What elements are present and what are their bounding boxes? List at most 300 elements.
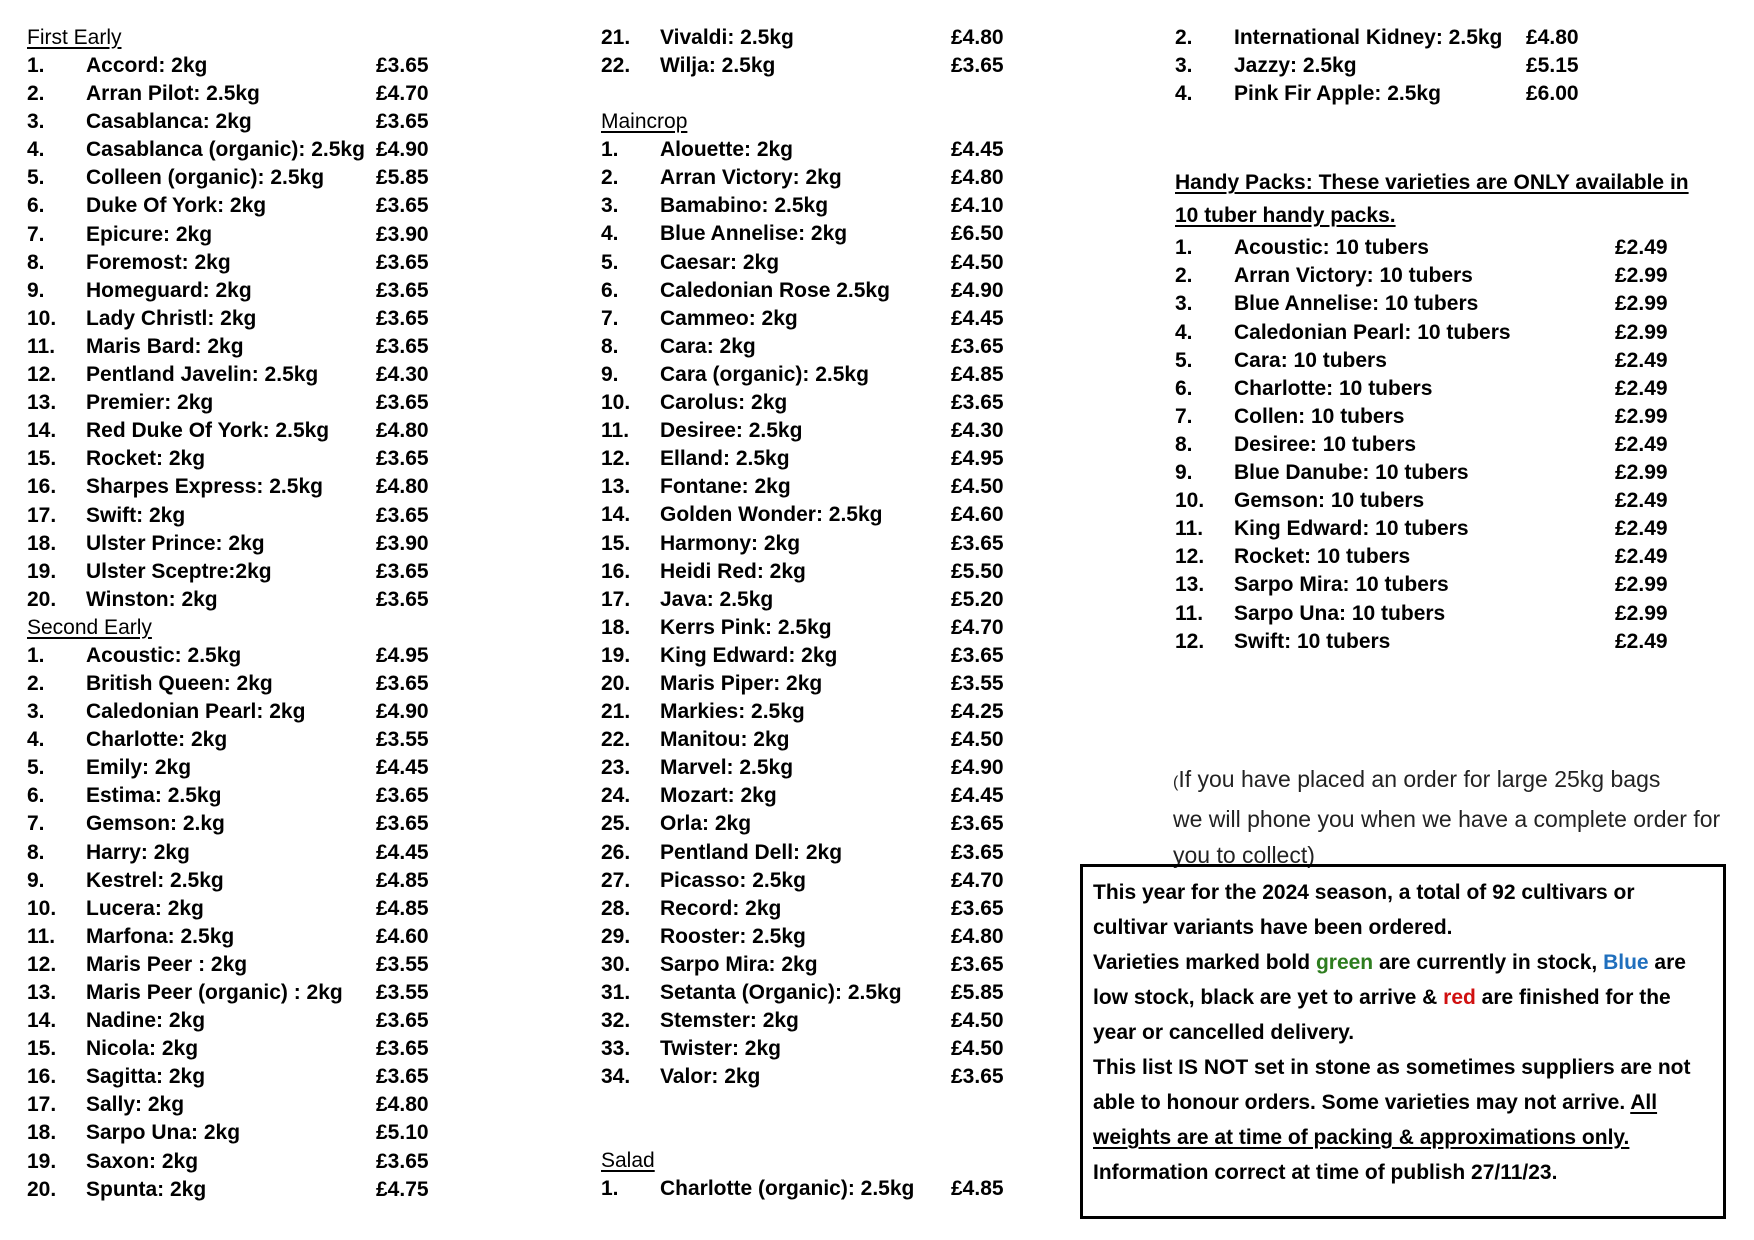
- item-name: Premier: 2kg: [86, 391, 214, 415]
- item-price: £3.65: [951, 334, 1004, 358]
- list-item: [27, 586, 467, 614]
- item-name: Maris Piper: 2kg: [660, 671, 823, 695]
- item-num: 14.: [27, 419, 57, 443]
- item-name: Kerrs Pink: 2.5kg: [660, 615, 832, 639]
- item-price: £2.99: [1615, 404, 1668, 428]
- item-num: 20.: [27, 1177, 57, 1201]
- item-name: Sharpes Express: 2.5kg: [86, 475, 323, 499]
- item-num: 15.: [27, 1037, 57, 1061]
- item-price: £4.80: [951, 166, 1004, 190]
- list-item: [601, 670, 1021, 698]
- list-item: [27, 1035, 467, 1063]
- item-num: 27.: [601, 868, 631, 892]
- info-publish-date: Information correct at time of publish 27/11/23.: [1093, 1161, 1558, 1184]
- item-num: 12.: [1175, 629, 1205, 653]
- list-item: [27, 867, 467, 895]
- item-price: £3.55: [376, 728, 429, 752]
- item-name: Harry: 2kg: [86, 840, 190, 864]
- item-price: £4.70: [951, 615, 1004, 639]
- item-price: £3.55: [951, 671, 1004, 695]
- item-num: 6.: [1175, 376, 1193, 400]
- item-name: Winston: 2kg: [86, 587, 218, 611]
- item-name: Caesar: 2kg: [660, 250, 780, 274]
- item-name: King Edward: 2kg: [660, 643, 838, 667]
- item-price: £4.80: [951, 924, 1004, 948]
- item-name: Caledonian Rose 2.5kg: [660, 278, 890, 302]
- list-item: [27, 895, 467, 923]
- item-price: £3.65: [376, 503, 429, 527]
- list-item: [27, 1148, 467, 1176]
- item-num: 12.: [27, 952, 57, 976]
- item-num: 4.: [1175, 82, 1193, 106]
- item-num: 12.: [601, 447, 631, 471]
- item-price: £3.65: [376, 812, 429, 836]
- second-early-list: [27, 642, 467, 1204]
- item-num: 33.: [601, 1037, 631, 1061]
- list-item: [27, 80, 467, 108]
- item-name: Emily: 2kg: [86, 756, 192, 780]
- list-item: [27, 1119, 467, 1147]
- list-item: [1175, 347, 1695, 375]
- item-price: £2.49: [1615, 489, 1668, 513]
- item-price: £4.50: [951, 1037, 1004, 1061]
- list-item: [27, 221, 467, 249]
- item-price: £3.65: [376, 447, 429, 471]
- list-item: [27, 389, 467, 417]
- item-num: 26.: [601, 840, 631, 864]
- item-name: Cara (organic): 2.5kg: [660, 362, 869, 386]
- item-price: £4.75: [376, 1177, 429, 1201]
- item-num: 2.: [27, 671, 45, 695]
- first-early-list: [27, 52, 467, 614]
- item-num: 19.: [601, 643, 631, 667]
- item-name: Pentland Javelin: 2.5kg: [86, 363, 319, 387]
- item-num: 22.: [601, 54, 631, 78]
- note-line-1: If you have placed an order for large 25kg bags: [1178, 766, 1661, 792]
- item-num: 3.: [1175, 54, 1193, 78]
- blue-label: Blue: [1603, 951, 1649, 974]
- list-item: [27, 1007, 467, 1035]
- list-item: [601, 867, 1021, 895]
- list-item: [601, 979, 1021, 1007]
- list-item: [601, 895, 1021, 923]
- item-num: 4.: [27, 138, 45, 162]
- list-item: [601, 782, 1021, 810]
- item-name: Arran Pilot: 2.5kg: [86, 82, 260, 106]
- salad-continued-list: [1175, 24, 1695, 108]
- list-item: [27, 192, 467, 220]
- item-name: Mozart: 2kg: [660, 784, 777, 808]
- list-item: [1175, 24, 1695, 52]
- item-name: Red Duke Of York: 2.5kg: [86, 419, 330, 443]
- column-2: [601, 24, 1021, 1203]
- item-price: £4.90: [951, 278, 1004, 302]
- item-name: Stemster: 2kg: [660, 1009, 799, 1033]
- list-item: [27, 417, 467, 445]
- item-price: £2.99: [1615, 320, 1668, 344]
- item-num: 15.: [27, 447, 57, 471]
- item-num: 10.: [601, 391, 631, 415]
- column-3: [1175, 24, 1695, 656]
- list-item: [27, 1063, 467, 1091]
- item-name: Kestrel: 2.5kg: [86, 868, 224, 892]
- list-item: [601, 361, 1021, 389]
- item-price: £3.65: [376, 1037, 429, 1061]
- item-num: 7.: [27, 812, 45, 836]
- salad-heading: Salad: [601, 1149, 655, 1173]
- item-name: Homeguard: 2kg: [86, 278, 252, 302]
- list-item: [601, 417, 1021, 445]
- item-name: Blue Danube: 10 tubers: [1234, 461, 1469, 485]
- item-num: 9.: [27, 868, 45, 892]
- item-num: 7.: [601, 306, 619, 330]
- list-item: [1175, 52, 1695, 80]
- item-num: 21.: [601, 26, 631, 49]
- list-item: [27, 249, 467, 277]
- item-price: £2.99: [1615, 573, 1668, 597]
- item-price: £4.30: [376, 363, 429, 387]
- item-name: Lady Christl: 2kg: [86, 306, 257, 330]
- item-price: £4.85: [376, 868, 429, 892]
- list-item: [601, 249, 1021, 277]
- list-item: [601, 389, 1021, 417]
- item-price: £2.99: [1615, 264, 1668, 288]
- item-name: Wilja: 2.5kg: [660, 54, 776, 78]
- item-num: 3.: [1175, 292, 1193, 316]
- item-num: 22.: [601, 728, 631, 752]
- item-name: Rocket: 10 tubers: [1234, 545, 1411, 569]
- item-name: Golden Wonder: 2.5kg: [660, 503, 883, 527]
- item-price: £2.49: [1615, 517, 1668, 541]
- item-price: £3.65: [951, 952, 1004, 976]
- item-num: 1.: [601, 1177, 619, 1201]
- list-item: [601, 726, 1021, 754]
- item-num: 12.: [27, 363, 57, 387]
- item-name: British Queen: 2kg: [86, 671, 273, 695]
- item-price: £4.90: [951, 756, 1004, 780]
- item-price: £2.99: [1615, 601, 1668, 625]
- item-num: 7.: [27, 222, 45, 246]
- item-name: Maris Bard: 2kg: [86, 334, 244, 358]
- list-item: [601, 586, 1021, 614]
- item-name: Charlotte: 2kg: [86, 728, 228, 752]
- list-item: [27, 670, 467, 698]
- item-price: £3.90: [376, 531, 429, 555]
- item-name: Alouette: 2kg: [660, 138, 794, 162]
- item-price: £5.85: [951, 981, 1004, 1004]
- list-item: [27, 333, 467, 361]
- item-price: £3.65: [376, 334, 429, 358]
- list-item: [27, 52, 467, 80]
- item-num: 6.: [601, 278, 619, 302]
- item-name: Acoustic: 10 tubers: [1234, 236, 1429, 260]
- list-item: [601, 473, 1021, 501]
- item-price: £3.65: [376, 306, 429, 330]
- item-name: Saxon: 2kg: [86, 1149, 199, 1173]
- item-num: 25.: [601, 812, 631, 836]
- item-name: Ulster Prince: 2kg: [86, 531, 265, 555]
- item-name: Manitou: 2kg: [660, 728, 790, 752]
- item-num: 10.: [27, 306, 57, 330]
- item-num: 18.: [601, 615, 631, 639]
- list-item: [27, 361, 467, 389]
- item-name: Sarpo Una: 10 tubers: [1234, 601, 1446, 625]
- list-item: [27, 558, 467, 586]
- item-name: Casablanca: 2kg: [86, 110, 252, 134]
- item-price: £4.95: [376, 643, 429, 667]
- green-label: green: [1315, 951, 1374, 974]
- item-num: 23.: [601, 756, 631, 780]
- item-num: 10.: [27, 896, 57, 920]
- item-name: Bamabino: 2.5kg: [660, 194, 829, 218]
- list-item: [601, 754, 1021, 782]
- list-item: [27, 277, 467, 305]
- item-num: 32.: [601, 1009, 631, 1033]
- item-name: Collen: 10 tubers: [1234, 404, 1405, 428]
- item-price: £4.50: [951, 475, 1004, 499]
- list-item: [601, 501, 1021, 529]
- item-num: 6.: [27, 194, 45, 218]
- item-name: Maris Peer (organic) : 2kg: [86, 981, 343, 1004]
- item-num: 9.: [1175, 461, 1193, 485]
- list-item: [27, 502, 467, 530]
- item-price: £3.65: [376, 671, 429, 695]
- item-price: £2.99: [1615, 292, 1668, 316]
- item-name: Desiree: 2.5kg: [660, 419, 803, 443]
- item-name: Charlotte: 10 tubers: [1234, 376, 1433, 400]
- note-line-2: we will phone you when we have a complete order for: [1173, 806, 1721, 832]
- item-price: £3.65: [951, 391, 1004, 415]
- item-name: Caledonian Pearl: 10 tubers: [1234, 320, 1511, 344]
- item-price: £3.65: [951, 896, 1004, 920]
- item-price: £2.49: [1615, 629, 1668, 653]
- list-item: [27, 810, 467, 838]
- item-num: 11.: [27, 334, 56, 358]
- item-price: £3.55: [376, 952, 429, 976]
- list-item: [1175, 375, 1695, 403]
- item-price: £4.85: [951, 1177, 1004, 1201]
- item-name: Jazzy: 2.5kg: [1234, 54, 1357, 78]
- item-price: £3.65: [376, 54, 429, 77]
- item-price: £3.65: [376, 559, 429, 583]
- item-num: 10.: [1175, 489, 1205, 513]
- item-num: 5.: [27, 166, 45, 190]
- item-price: £3.65: [376, 784, 429, 808]
- item-num: 13.: [601, 475, 631, 499]
- item-name: Lucera: 2kg: [86, 896, 204, 920]
- item-num: 1.: [1175, 236, 1193, 260]
- list-item: [601, 24, 1021, 52]
- item-num: 6.: [27, 784, 45, 808]
- item-name: Record: 2kg: [660, 896, 782, 920]
- item-price: £4.25: [951, 700, 1004, 724]
- season-info-box: [1080, 864, 1726, 1219]
- item-price: £3.65: [376, 1065, 429, 1089]
- list-item: [27, 473, 467, 501]
- list-item: [601, 614, 1021, 642]
- list-item: [601, 1007, 1021, 1035]
- item-name: Maris Peer : 2kg: [86, 952, 248, 976]
- item-name: King Edward: 10 tubers: [1234, 517, 1469, 541]
- item-num: 1.: [601, 138, 619, 162]
- item-name: Arran Victory: 2kg: [660, 166, 842, 190]
- item-name: Carolus: 2kg: [660, 391, 788, 415]
- item-price: £5.15: [1526, 54, 1579, 78]
- second-early-continued-list: [601, 24, 1021, 80]
- item-price: £5.10: [376, 1121, 429, 1145]
- item-name: Swift: 2kg: [86, 503, 186, 527]
- item-num: 16.: [601, 559, 631, 583]
- list-item: [1175, 571, 1695, 599]
- list-item: [601, 923, 1021, 951]
- item-price: £2.49: [1615, 236, 1668, 260]
- item-price: £3.65: [376, 1149, 429, 1173]
- list-item: [1175, 515, 1695, 543]
- list-item: [601, 698, 1021, 726]
- item-num: 20.: [601, 671, 631, 695]
- item-name: Sarpo Mira: 10 tubers: [1234, 573, 1449, 597]
- item-price: £3.65: [376, 587, 429, 611]
- item-num: 9.: [27, 278, 45, 302]
- item-price: £4.80: [951, 26, 1004, 49]
- list-item: [601, 277, 1021, 305]
- item-num: 19.: [27, 559, 57, 583]
- item-name: Acoustic: 2.5kg: [86, 643, 242, 667]
- item-name: Setanta (Organic): 2.5kg: [660, 981, 902, 1004]
- item-price: £2.49: [1615, 432, 1668, 456]
- item-price: £4.85: [951, 362, 1004, 386]
- item-num: 4.: [27, 728, 45, 752]
- item-num: 15.: [601, 531, 631, 555]
- item-price: £5.20: [951, 587, 1004, 611]
- list-item: [27, 782, 467, 810]
- list-item: [1175, 459, 1695, 487]
- list-item: [27, 445, 467, 473]
- item-name: Arran Victory: 10 tubers: [1234, 264, 1473, 288]
- item-name: Harmony: 2kg: [660, 531, 801, 555]
- item-price: £4.80: [376, 1093, 429, 1117]
- item-name: Caledonian Pearl: 2kg: [86, 700, 306, 724]
- weights-disclaimer: All weights are at time of packing & approximations only.: [1093, 1091, 1658, 1149]
- list-item: [601, 220, 1021, 248]
- list-item: [27, 164, 467, 192]
- item-name: Fontane: 2kg: [660, 475, 791, 499]
- item-name: Valor: 2kg: [660, 1065, 761, 1089]
- item-num: 28.: [601, 896, 631, 920]
- item-num: 34.: [601, 1065, 631, 1089]
- item-num: 8.: [27, 840, 45, 864]
- item-name: Cammeo: 2kg: [660, 306, 798, 330]
- list-item: [601, 810, 1021, 838]
- item-num: 13.: [27, 391, 57, 415]
- list-item: [1175, 543, 1695, 571]
- item-num: 9.: [601, 362, 619, 386]
- list-item: [1175, 290, 1695, 318]
- item-price: £6.00: [1526, 82, 1579, 106]
- item-num: 20.: [27, 587, 57, 611]
- item-num: 5.: [27, 756, 45, 780]
- item-name: Markies: 2.5kg: [660, 700, 805, 724]
- item-num: 11.: [1175, 601, 1204, 625]
- item-num: 18.: [27, 1121, 57, 1145]
- list-item: [1175, 234, 1695, 262]
- item-price: £4.10: [951, 194, 1004, 218]
- item-price: £5.50: [951, 559, 1004, 583]
- item-price: £4.45: [951, 784, 1004, 808]
- item-num: 4.: [1175, 320, 1193, 344]
- list-item: [27, 1091, 467, 1119]
- item-price: £3.65: [376, 391, 429, 415]
- info-season-total: This year for the 2024 season, a total of 92 cultivars or cultivar variants have been ordered.: [1093, 881, 1635, 939]
- item-name: Vivaldi: 2.5kg: [660, 26, 794, 49]
- list-item: [27, 951, 467, 979]
- item-num: 2.: [27, 82, 45, 106]
- item-name: Twister: 2kg: [660, 1037, 781, 1061]
- item-num: 8.: [601, 334, 619, 358]
- item-name: Gemson: 2.kg: [86, 812, 225, 836]
- item-name: Java: 2.5kg: [660, 587, 774, 611]
- large-bag-note: [1173, 761, 1743, 873]
- item-price: £4.60: [951, 503, 1004, 527]
- item-price: £2.99: [1615, 461, 1668, 485]
- item-price: £4.95: [951, 447, 1004, 471]
- info-colour-key: Varieties marked bold green are currently in stock, Blue are low stock, black are yet to arrive & red are finished for the year or cancelled delivery.: [1093, 951, 1686, 1044]
- item-price: £3.65: [376, 194, 429, 218]
- list-item: [601, 558, 1021, 586]
- item-num: 30.: [601, 952, 631, 976]
- item-num: 19.: [27, 1149, 57, 1173]
- item-num: 11.: [27, 924, 56, 948]
- item-name: Gemson: 10 tubers: [1234, 489, 1425, 513]
- item-name: Ulster Sceptre:2kg: [86, 559, 272, 583]
- item-num: 8.: [1175, 432, 1193, 456]
- item-name: Rocket: 2kg: [86, 447, 206, 471]
- item-num: 13.: [1175, 573, 1205, 597]
- item-num: 17.: [27, 1093, 57, 1117]
- item-name: Desiree: 10 tubers: [1234, 432, 1417, 456]
- item-price: £3.65: [376, 250, 429, 274]
- item-price: £4.80: [376, 475, 429, 499]
- item-name: Colleen (organic): 2.5kg: [86, 166, 325, 190]
- item-name: Nadine: 2kg: [86, 1009, 206, 1033]
- item-price: £4.85: [376, 896, 429, 920]
- list-item: [601, 951, 1021, 979]
- item-num: 5.: [1175, 348, 1193, 372]
- info-disclaimer: This list IS NOT set in stone as sometimes suppliers are not able to honour orders. Some varieties may not arrive. All weights are at time of packing & approximations only.: [1093, 1056, 1691, 1149]
- item-price: £2.49: [1615, 376, 1668, 400]
- item-num: 13.: [27, 981, 57, 1004]
- list-item: [27, 108, 467, 136]
- item-num: 1.: [27, 54, 45, 77]
- item-name: Sarpo Mira: 2kg: [660, 952, 818, 976]
- item-price: £4.50: [951, 1009, 1004, 1033]
- item-name: Marvel: 2.5kg: [660, 756, 794, 780]
- list-item: [1175, 600, 1695, 628]
- salad-list: [601, 1175, 1021, 1203]
- item-num: 14.: [601, 503, 631, 527]
- list-item: [1175, 80, 1695, 108]
- item-price: £3.55: [376, 981, 429, 1004]
- second-early-heading: Second Early: [27, 615, 152, 639]
- item-num: 2.: [1175, 26, 1193, 49]
- item-num: 3.: [27, 110, 45, 134]
- item-num: 24.: [601, 784, 631, 808]
- list-item: [601, 530, 1021, 558]
- item-price: £4.45: [951, 306, 1004, 330]
- item-price: £5.85: [376, 166, 429, 190]
- item-price: £2.49: [1615, 348, 1668, 372]
- item-price: £3.65: [951, 840, 1004, 864]
